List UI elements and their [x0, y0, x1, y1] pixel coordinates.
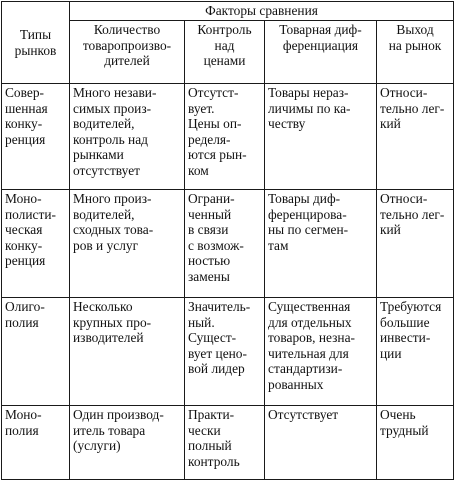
row-monopolistic-competition-type: Моно- полисти- ческая конку- ренция	[2, 190, 70, 298]
header-producer-count: Количество товаропроизво- дителей	[70, 21, 185, 84]
header-product-differentiation: Товарная диф- ференциация	[265, 21, 377, 84]
row-oligopoly-price-control: Значитель- ный. Сущест- вует цено- вой лидер	[185, 298, 265, 406]
table-row	[2, 298, 454, 406]
table-row	[2, 406, 454, 480]
header-price-control: Контроль над ценами	[185, 21, 265, 84]
table-row	[2, 190, 454, 298]
row-oligopoly-differentiation: Существенная для отдельных товаров, незна- чительная для стандартизи- рованных	[265, 298, 377, 406]
header-comparison-factors: Факторы сравнения	[70, 2, 454, 21]
row-monopolistic-competition-entry: Относи- тельно лег- кий	[377, 190, 454, 298]
row-perfect-competition-producers: Много незави- симых произ- водителей, контроль над рынками отсутствует	[70, 84, 185, 190]
row-monopolistic-competition-differentiation: Товары диф- ференцирова- ны по сегмен- там	[265, 190, 377, 298]
row-monopoly-differentiation: Отсутствует	[265, 406, 377, 480]
row-perfect-competition-price-control: Отсутст- вует. Цены оп- ределя- ются рын- ком	[185, 84, 265, 190]
row-perfect-competition-type: Совер- шенная конку- ренция	[2, 84, 70, 190]
row-perfect-competition-differentiation: Товары нераз- личимы по ка- честву	[265, 84, 377, 190]
row-oligopoly-producers: Несколько крупных про- изводителей	[70, 298, 185, 406]
header-market-entry: Выход на рынок	[377, 21, 454, 84]
row-monopoly-producers: Один производ- итель товара (услуги)	[70, 406, 185, 480]
row-perfect-competition-entry: Относи- тельно лег- кий	[377, 84, 454, 190]
row-monopoly-type: Моно- полия	[2, 406, 70, 480]
row-oligopoly-type: Олиго- полия	[2, 298, 70, 406]
header-market-types: Типы рынков	[2, 2, 70, 84]
row-monopolistic-competition-price-control: Ограни- ченный в связи с возмож- ностью замены	[185, 190, 265, 298]
row-oligopoly-entry: Требуются большие инвести- ции	[377, 298, 454, 406]
row-monopoly-entry: Очень трудный	[377, 406, 454, 480]
table-row	[2, 84, 454, 190]
market-comparison-table	[1, 1, 454, 480]
row-monopoly-price-control: Практи- чески полный контроль	[185, 406, 265, 480]
row-monopolistic-competition-producers: Много произ- водителей, сходных това- ров и услуг	[70, 190, 185, 298]
